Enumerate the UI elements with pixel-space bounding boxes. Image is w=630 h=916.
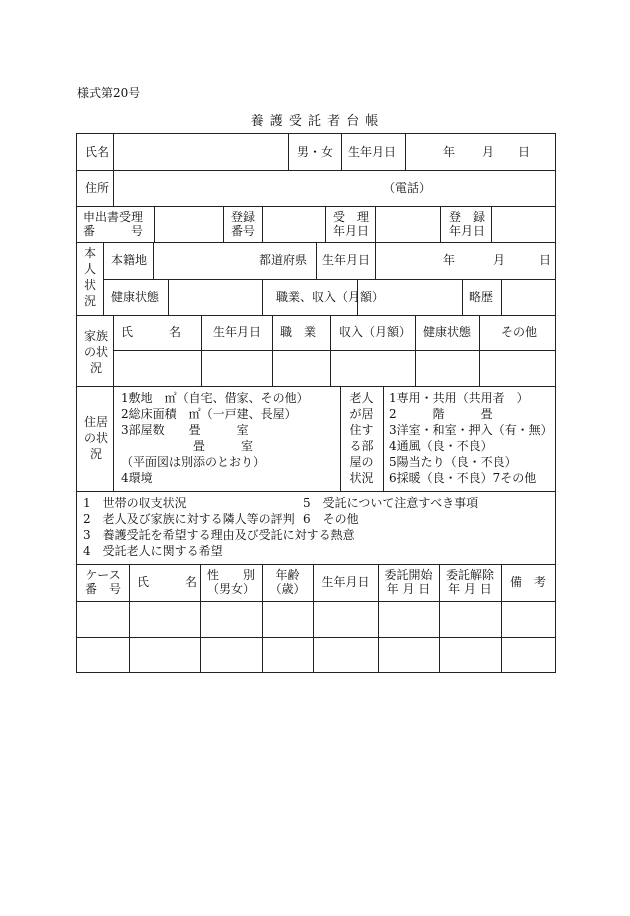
form-number: 様式第20号: [77, 86, 141, 100]
case-remarks-header: 備 考: [509, 575, 546, 589]
note-3: 3 養護受託を希望する理由及び受託に対する熱意: [83, 528, 355, 542]
case-end-header: 委託解除 年 月 日: [445, 568, 494, 596]
history-label: 略歴: [469, 290, 494, 304]
case-start-header: 委託開始 年 月 日: [384, 568, 433, 596]
domicile-label: 本籍地: [111, 253, 148, 267]
case-age-header: 年齢 （歳）: [269, 568, 306, 596]
family-status-label: 家族 の状 況: [83, 329, 108, 375]
person-birthdate-label: 生年月日: [322, 253, 371, 267]
housing-status-label: 住居 の状 況: [83, 415, 108, 461]
year-label: 年: [443, 145, 456, 159]
prefecture-label: 都道府県: [259, 253, 308, 267]
person-status-label: 本 人 状 況: [83, 246, 96, 308]
application-receipt-label: 申出書受理: [83, 210, 144, 224]
note-1: 1 世帯の収支状況: [83, 496, 187, 510]
phone-label: （電話）: [383, 181, 432, 195]
registration-date-label-2: 年月日: [449, 224, 486, 238]
family-income-header: 収入（月額）: [339, 325, 412, 339]
address-label: 住所: [85, 181, 110, 195]
ledger-table: [76, 133, 556, 673]
page-title: 養 護 受 託 者 台 帳: [250, 114, 380, 129]
receipt-date-label: 受 理: [333, 210, 370, 224]
family-job-header: 職 業: [280, 325, 317, 339]
registration-number-label-2: 番号: [231, 224, 256, 238]
housing-details: 1敷地 ㎡（自宅、借家、その他） 2総床面積 ㎡（一戸建、長屋） 3部屋数 畳 室 畳 室 （平面図は別添のとおり） 4環境: [121, 391, 309, 485]
registration-date-label: 登 録: [449, 210, 486, 224]
case-number-header: ケース 番 号: [84, 568, 121, 596]
application-receipt-label-2: 番 号: [83, 224, 144, 238]
case-name-header: 氏 名: [137, 575, 198, 589]
receipt-date-label-2: 年月日: [333, 224, 370, 238]
elder-room-label: 老人 が居 住す る部 屋の 状況: [349, 391, 374, 485]
note-5: 5 受託について注意すべき事項: [303, 496, 479, 510]
note-4: 4 受託老人に関する希望: [83, 544, 223, 558]
family-name-header: 氏 名: [121, 325, 182, 339]
note-2: 2 老人及び家族に対する隣人等の評判: [83, 512, 295, 526]
family-birthdate-header: 生年月日: [213, 325, 262, 339]
case-gender-header: 性 別 （男女）: [206, 568, 255, 596]
health-label: 健康状態: [111, 290, 160, 304]
family-other-header: その他: [501, 325, 538, 339]
family-health-header: 健康状態: [423, 325, 472, 339]
job-income-label: 職業、収入（月額）: [276, 290, 385, 304]
case-birthdate-header: 生年月日: [321, 575, 370, 589]
name-label: 氏名: [85, 145, 110, 159]
month-label: 月: [482, 145, 495, 159]
person-year-label: 年: [443, 253, 456, 267]
birthdate-label: 生年月日: [348, 145, 397, 159]
day-label: 日: [518, 145, 531, 159]
registration-number-label: 登録: [231, 210, 256, 224]
person-day-label: 日: [539, 253, 552, 267]
gender-label: 男・女: [297, 145, 334, 159]
note-6: 6 その他: [303, 512, 359, 526]
person-month-label: 月: [493, 253, 506, 267]
elder-room-details: 1専用・共用（共用者 ） 2 階 畳 3洋室・和室・押入（有・無） 4通風（良・不良） 5陽当たり（良・不良） 6採暖（良・不良）7その他: [389, 391, 553, 485]
